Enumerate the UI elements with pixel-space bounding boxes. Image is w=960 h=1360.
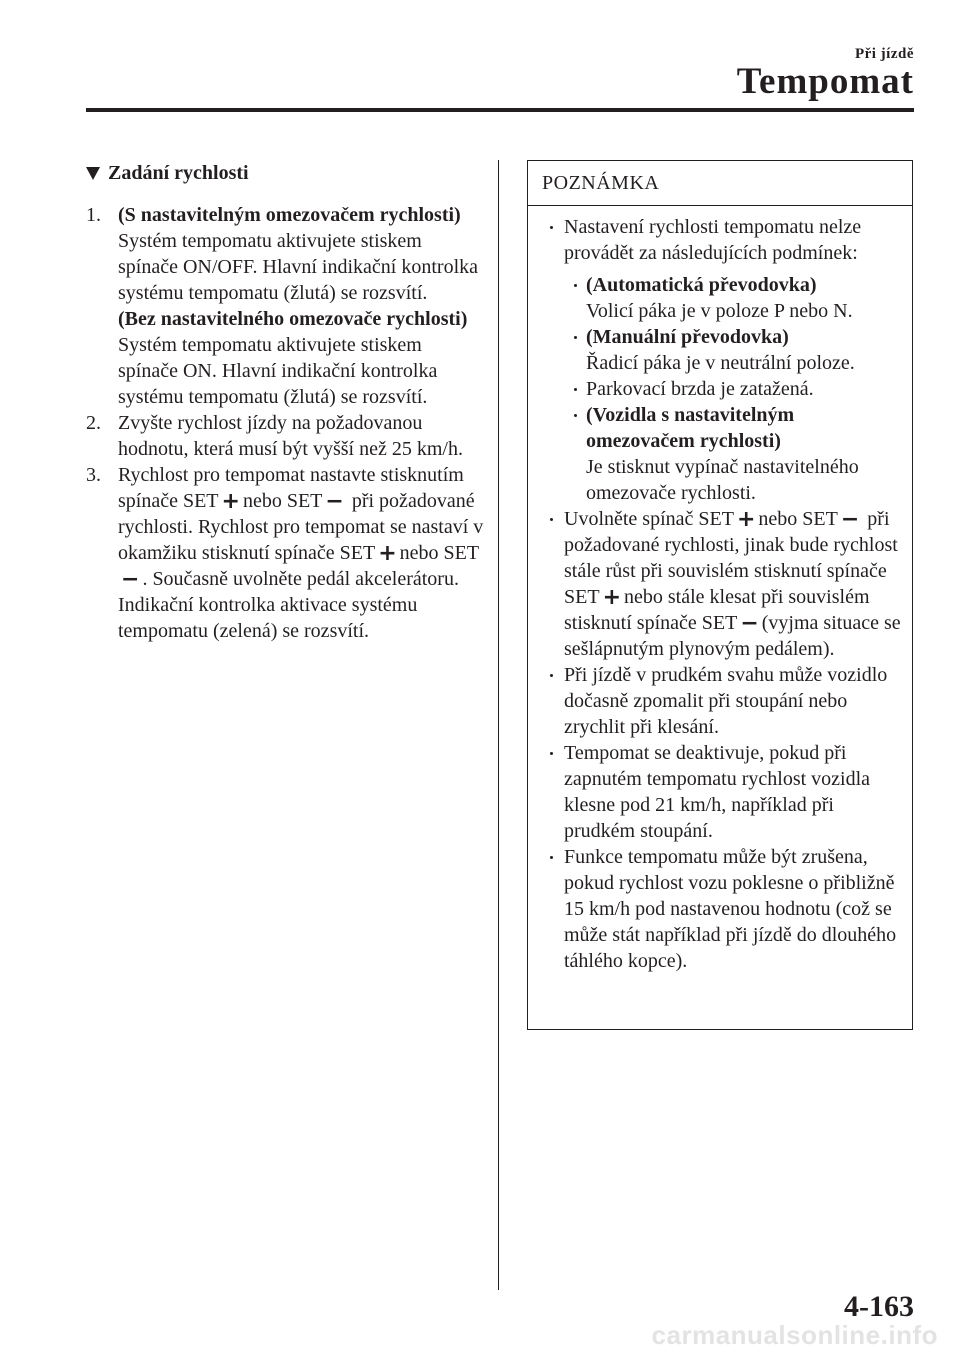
- chapter-title: Tempomat: [736, 61, 914, 102]
- watermark: carmanualsonline.info: [651, 1320, 938, 1350]
- step-number: 2.: [86, 412, 101, 434]
- note-bullet: [542, 662, 904, 740]
- note-sub-bullet: (Manuální převodovka) Řadicí páka je v neutrální poloze.: [568, 324, 904, 376]
- minus-icon: −: [740, 611, 759, 636]
- plus-icon: +: [602, 585, 621, 610]
- header-rule: [86, 108, 914, 112]
- step-2: [86, 410, 486, 462]
- note-bullet-text: Uvolněte spínač SET + nebo SET − při požadované rychlosti, jinak bude rychlost stále růst při souvislém stisknutí spínače SET + nebo stále klesat při souvislém stisknutí spínače SET − (vyjma situace se sešlápnutým plynovým pedálem).: [564, 507, 901, 660]
- plus-icon: +: [221, 489, 240, 514]
- section-label: Při jízdě: [854, 46, 914, 62]
- step-number: 1.: [86, 204, 101, 226]
- note-bullet-text: Funkce tempomatu může být zrušena, pokud rychlost vozu poklesne o přibližně 15 km/h pod nastavenou hodnotu (což se může stát například při jízdě do dlouhého táhlého kopce).: [564, 846, 897, 972]
- page-number: 4-163: [844, 1290, 914, 1323]
- step-1-text-a: Systém tempomatu aktivujete stiskem spínače ON/OFF. Hlavní indikační kontrolka systému tempomatu (žlutá) se rozsvítí.: [118, 230, 479, 304]
- note-body: [528, 206, 912, 974]
- plus-icon: +: [378, 541, 397, 566]
- section-heading: [86, 160, 486, 186]
- note-sub-bullet: Parkovací brzda je zatažená.: [568, 376, 904, 402]
- section-heading-text: Zadání rychlosti: [108, 162, 249, 184]
- note-bullet: [542, 740, 904, 844]
- step-1-title-b: (Bez nastavitelného omezovače rychlosti): [118, 308, 468, 330]
- note-box: [527, 160, 913, 1030]
- step-3: [86, 462, 486, 644]
- minus-icon: −: [121, 567, 140, 592]
- step-3-text: Rychlost pro tempomat nastavte stisknutím spínače SET + nebo SET − při požadované rychlosti. Rychlost pro tempomat se nastaví v okamžiku stisknutí spínače SET + nebo SET− . Současně uvolněte pedál akcelerátoru. Indikační kontrolka aktivace systému tempomatu (zelená) se rozsvítí.: [118, 464, 484, 642]
- step-1-title-a: (S nastavitelným omezovačem rychlosti): [118, 204, 461, 226]
- note-sub-bullet: (Automatická převodovka) Volicí páka je v poloze P nebo N.: [568, 272, 904, 324]
- minus-icon: −: [325, 489, 344, 514]
- plus-icon: +: [736, 507, 756, 532]
- note-bullet-text: Nastavení rychlosti tempomatu nelze provádět za následujících podmínek:: [564, 216, 862, 264]
- left-column: [86, 160, 486, 644]
- note-bullet-text: Tempomat se deaktivuje, pokud při zapnutém tempomatu rychlost vozidla klesne pod 21 km/h, například při prudkém stoupání.: [564, 742, 871, 842]
- step-2-text: Zvyšte rychlost jízdy na požadovanou hodnotu, která musí být vyšší než 25 km/h.: [118, 412, 463, 460]
- triangle-bullet-icon: [86, 167, 100, 180]
- note-title: POZNÁMKA: [528, 161, 912, 206]
- column-divider: [498, 160, 499, 1290]
- note-sub-bullet: (Vozidla s nastavitelným omezovačem rychlosti) Je stisknut vypínač nastavitelného omezovače rychlosti.: [568, 402, 904, 506]
- step-number: 3.: [86, 464, 101, 486]
- note-sub-list: [568, 272, 904, 506]
- note-bullet: [542, 844, 904, 974]
- step-1: [86, 202, 486, 410]
- step-1-text-b: Systém tempomatu aktivujete stiskem spínače ON. Hlavní indikační kontrolka systému tempomatu (žlutá) se rozsvítí.: [118, 334, 438, 408]
- note-bullet-text: Při jízdě v prudkém svahu může vozidlo dočasně zpomalit při stoupání nebo zrychlit při klesání.: [564, 664, 888, 738]
- minus-icon: −: [840, 507, 860, 532]
- note-bullet: [542, 214, 904, 506]
- note-bullet: [542, 506, 904, 662]
